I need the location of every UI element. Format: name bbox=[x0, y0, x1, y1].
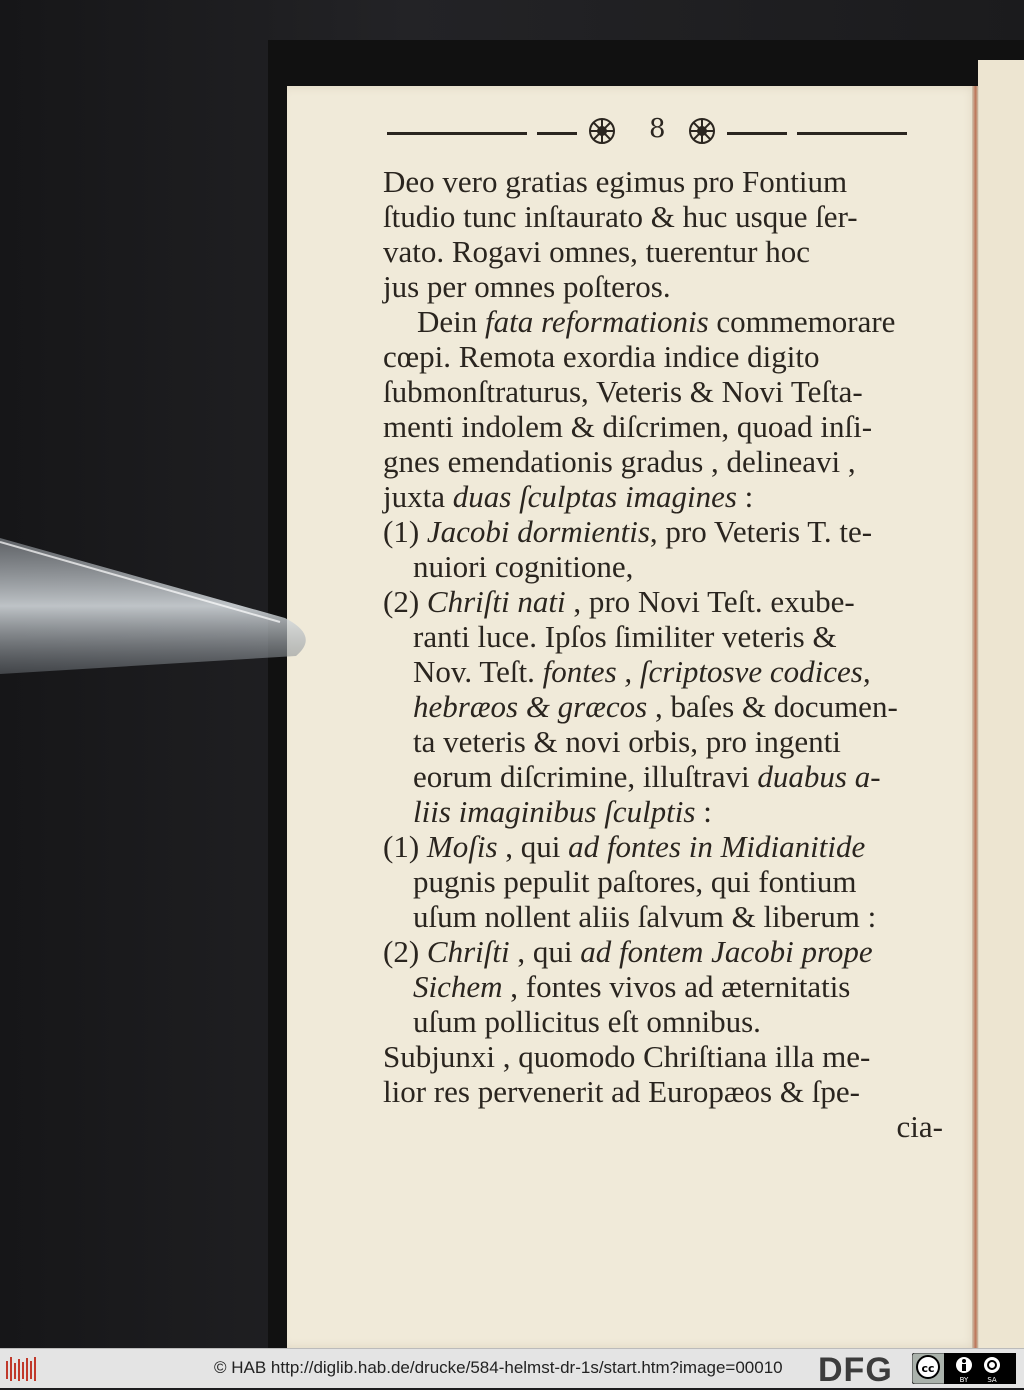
text-segment: , pro Novi Teſt. exube- bbox=[565, 584, 855, 619]
svg-text:SA: SA bbox=[987, 1376, 997, 1384]
page-text bbox=[383, 164, 943, 1144]
italic-text: Chriſti nati bbox=[426, 584, 566, 619]
ornament-icon bbox=[587, 116, 617, 146]
italic-text: hebræos & græcos bbox=[413, 689, 648, 724]
text-line bbox=[383, 1039, 943, 1074]
italic-text: ad fontem Jacobi prope bbox=[580, 934, 873, 969]
text-line bbox=[383, 1074, 943, 1109]
italic-text: Chriſti bbox=[426, 934, 510, 969]
text-segment: eorum diſcrimine, illuſtravi bbox=[413, 759, 758, 794]
svg-text:BY: BY bbox=[959, 1376, 969, 1384]
text-segment: jus per omnes poſteros. bbox=[383, 269, 671, 304]
cc-by-sa-icon[interactable] bbox=[912, 1353, 1016, 1384]
text-segment: , qui bbox=[497, 829, 569, 864]
text-line bbox=[383, 269, 943, 304]
page-header bbox=[387, 110, 907, 150]
header-rule-right-2 bbox=[797, 132, 907, 135]
text-line bbox=[383, 829, 943, 864]
text-line bbox=[383, 234, 943, 269]
text-segment: ſubmonſtraturus, Veteris & Novi Teſta- bbox=[383, 374, 863, 409]
text-segment: pugnis pepulit paſtores, qui fontium bbox=[413, 864, 857, 899]
italic-text: Sichem bbox=[413, 969, 503, 1004]
text-line bbox=[383, 759, 943, 794]
text-line bbox=[383, 304, 943, 339]
text-line bbox=[383, 864, 943, 899]
text-line bbox=[383, 969, 943, 1004]
text-line bbox=[383, 899, 943, 934]
text-segment: (2) bbox=[383, 934, 427, 969]
text-segment: , pro Veteris T. te- bbox=[649, 514, 873, 549]
text-segment: (1) bbox=[383, 829, 427, 864]
text-line bbox=[383, 549, 943, 584]
text-segment: Subjunxi , quomodo Chriſtiana illa me- bbox=[383, 1039, 871, 1074]
text-line bbox=[383, 444, 943, 479]
text-segment: juxta bbox=[383, 479, 453, 514]
text-segment: cia- bbox=[896, 1109, 943, 1144]
text-line bbox=[383, 514, 943, 549]
page-number: 8 bbox=[649, 114, 666, 144]
copyright-link[interactable]: © HAB http://diglib.hab.de/drucke/584-helmst-dr-1s/start.htm?image=00010 bbox=[214, 1358, 783, 1377]
text-segment: vato. Rogavi omnes, tuerentur hoc bbox=[383, 234, 811, 269]
text-line bbox=[383, 794, 943, 829]
text-segment: , fontes vivos ad æternitatis bbox=[502, 969, 851, 1004]
text-line bbox=[383, 409, 943, 444]
text-line bbox=[383, 199, 943, 234]
text-line bbox=[383, 1004, 943, 1039]
text-segment: Dein bbox=[417, 304, 486, 339]
ornament-icon bbox=[687, 116, 717, 146]
text-line bbox=[383, 724, 943, 759]
text-segment: ta veteris & novi orbis, pro ingenti bbox=[413, 724, 841, 759]
text-segment: Nov. Teſt. bbox=[413, 654, 543, 689]
text-segment: nuiori cognitione, bbox=[413, 549, 634, 584]
text-segment: Deo vero gratias egimus pro Fontium bbox=[383, 164, 848, 199]
dfg-logo-icon[interactable]: DFG bbox=[818, 1351, 893, 1389]
facing-page-edge bbox=[978, 60, 1024, 1348]
italic-text: ad fontes in Midianitide bbox=[568, 829, 866, 864]
text-line bbox=[383, 1109, 943, 1144]
text-line bbox=[383, 374, 943, 409]
text-segment: ranti luce. Ipſos ſimiliter veteris & bbox=[413, 619, 837, 654]
italic-text: duabus a- bbox=[757, 759, 881, 794]
italic-text: duas ſculptas imagines bbox=[452, 479, 737, 514]
italic-text: Jacobi dormientis bbox=[426, 514, 650, 549]
book-page bbox=[287, 86, 979, 1348]
text-segment: uſum pollicitus eſt omnibus. bbox=[413, 1004, 761, 1039]
text-segment: lior res pervenerit ad Europæos & ſpe- bbox=[383, 1074, 860, 1109]
italic-text: fata reformationis bbox=[485, 304, 709, 339]
text-segment: uſum nollent aliis ſalvum & liberum : bbox=[413, 899, 877, 934]
text-segment: (2) bbox=[383, 584, 427, 619]
italic-text: Moſis bbox=[426, 829, 498, 864]
page-edge bbox=[972, 86, 978, 1348]
text-segment: cœpi. Remota exordia indice digito bbox=[383, 339, 820, 374]
header-rule-left-2 bbox=[537, 132, 577, 135]
header-rule-right bbox=[727, 132, 787, 135]
text-line bbox=[383, 619, 943, 654]
hab-barcode-icon[interactable] bbox=[6, 1357, 38, 1381]
text-segment: gnes emendationis gradus , delineavi , bbox=[383, 444, 856, 479]
text-segment: , baſes & documen- bbox=[647, 689, 898, 724]
italic-text: liis imaginibus ſculptis bbox=[413, 794, 696, 829]
text-line bbox=[383, 584, 943, 619]
text-segment: : bbox=[736, 479, 754, 514]
text-segment: ſtudio tunc inſtaurato & huc usque ſer- bbox=[383, 199, 858, 234]
text-segment: commemorare bbox=[708, 304, 896, 339]
svg-text:cc: cc bbox=[921, 1362, 935, 1375]
glass-weight bbox=[0, 538, 320, 674]
text-segment: menti indolem & diſcrimen, quoad inſi- bbox=[383, 409, 873, 444]
footer-bar bbox=[0, 1348, 1024, 1388]
text-line bbox=[383, 339, 943, 374]
text-line bbox=[383, 164, 943, 199]
text-segment: , qui bbox=[509, 934, 581, 969]
italic-text: fontes , ſcriptosve codices, bbox=[542, 654, 871, 689]
text-line bbox=[383, 479, 943, 514]
text-line bbox=[383, 689, 943, 724]
text-line bbox=[383, 934, 943, 969]
text-line bbox=[383, 654, 943, 689]
header-rule-left bbox=[387, 132, 527, 135]
text-segment: (1) bbox=[383, 514, 427, 549]
text-segment: : bbox=[695, 794, 712, 829]
